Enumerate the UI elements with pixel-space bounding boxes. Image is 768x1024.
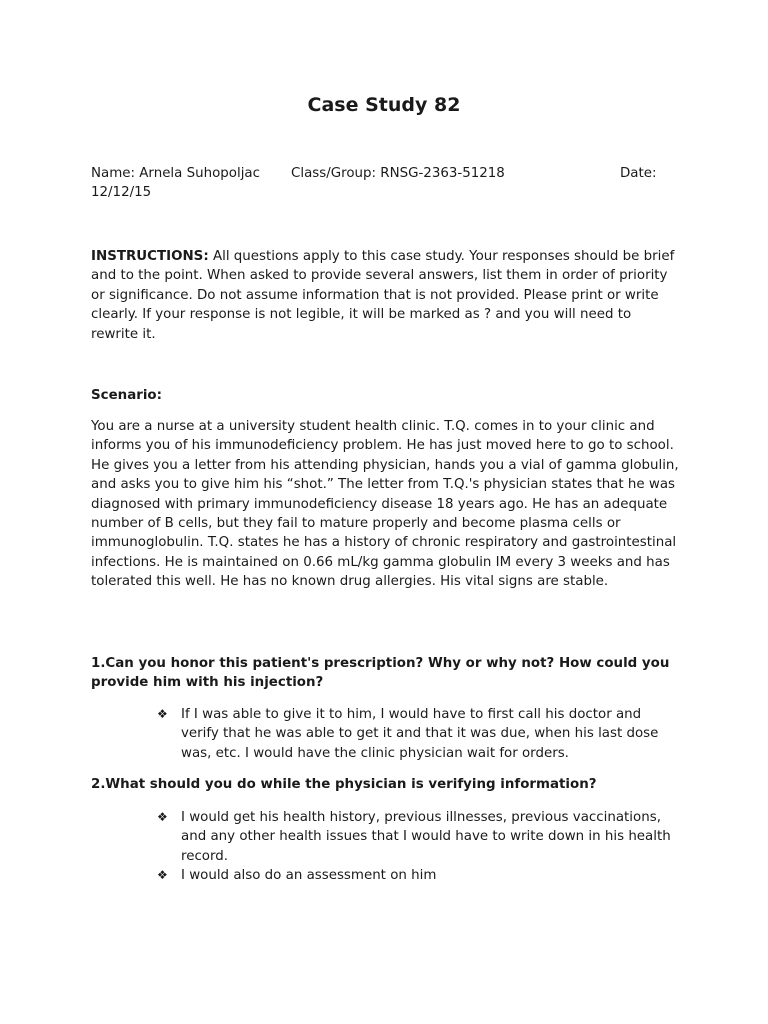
instructions-paragraph [91,247,679,344]
answer-text: I would get his health history, previous illnesses, previous vaccinations, and any other health issues that I would have to write down in his health record. [181,810,671,864]
question-2: 2.What should you do while the physician is verifying information? [91,777,597,792]
document-title: Case Study 82 [307,94,461,116]
scenario-heading: Scenario: [91,388,162,403]
answer-item [157,866,677,885]
question-1: 1.Can you honor this patient's prescription? Why or why not? How could you provide him with his injection? [91,656,670,691]
instructions-text: All questions apply to this case study. Your responses should be brief and to the point. When asked to provide several answers, list them in order of priority or significance. Do not assume information that is not provided. Please print or write clearly. If your response is not legible, it will be marked as ? and you will need to rewrite it. [91,249,675,342]
diamond-bullet-icon: ❖ [157,707,168,721]
answer-item [157,705,677,763]
student-header [91,164,671,203]
diamond-bullet-icon: ❖ [157,868,168,883]
date-label: Date: [620,166,657,181]
answer-text: If I was able to give it to him, I would have to first call his doctor and verify that he was able to get it and that it was due, when his last dose was, etc. I would have the clinic physician wait for orders. [181,707,659,761]
class-group: Class/Group: RNSG-2363-51218 [291,166,505,181]
scenario-text: You are a nurse at a university student health clinic. T.Q. comes in to your clinic and informs you of his immunodeficiency problem. He has just moved here to go to school. He gives you a letter from his attending physician, hands you a vial of gamma globulin, and asks you to give him his “shot.” The letter from T.Q.'s physician states that he was diagnosed with primary immunodeficiency disease 18 years ago. He has an adequate number of B cells, but they fail to mature properly and become plasma cells or immunoglobulin. T.Q. states he has a history of chronic respiratory and gastrointestinal infections. He is maintained on 0.66 mL/kg gamma globulin IM every 3 weeks and has tolerated this well. He has no known drug allergies. His vital signs are stable. [91,419,679,590]
student-name: Name: Arnela Suhopoljac [91,166,260,181]
answer-list-2 [157,808,677,886]
answer-list-1 [157,705,677,763]
answer-text: I would also do an assessment on him [181,868,437,884]
answer-item [157,808,677,866]
header-row [91,164,671,183]
date-value: 12/12/15 [91,185,152,201]
diamond-bullet-icon: ❖ [157,810,168,824]
instructions-label: INSTRUCTIONS: [91,249,209,264]
